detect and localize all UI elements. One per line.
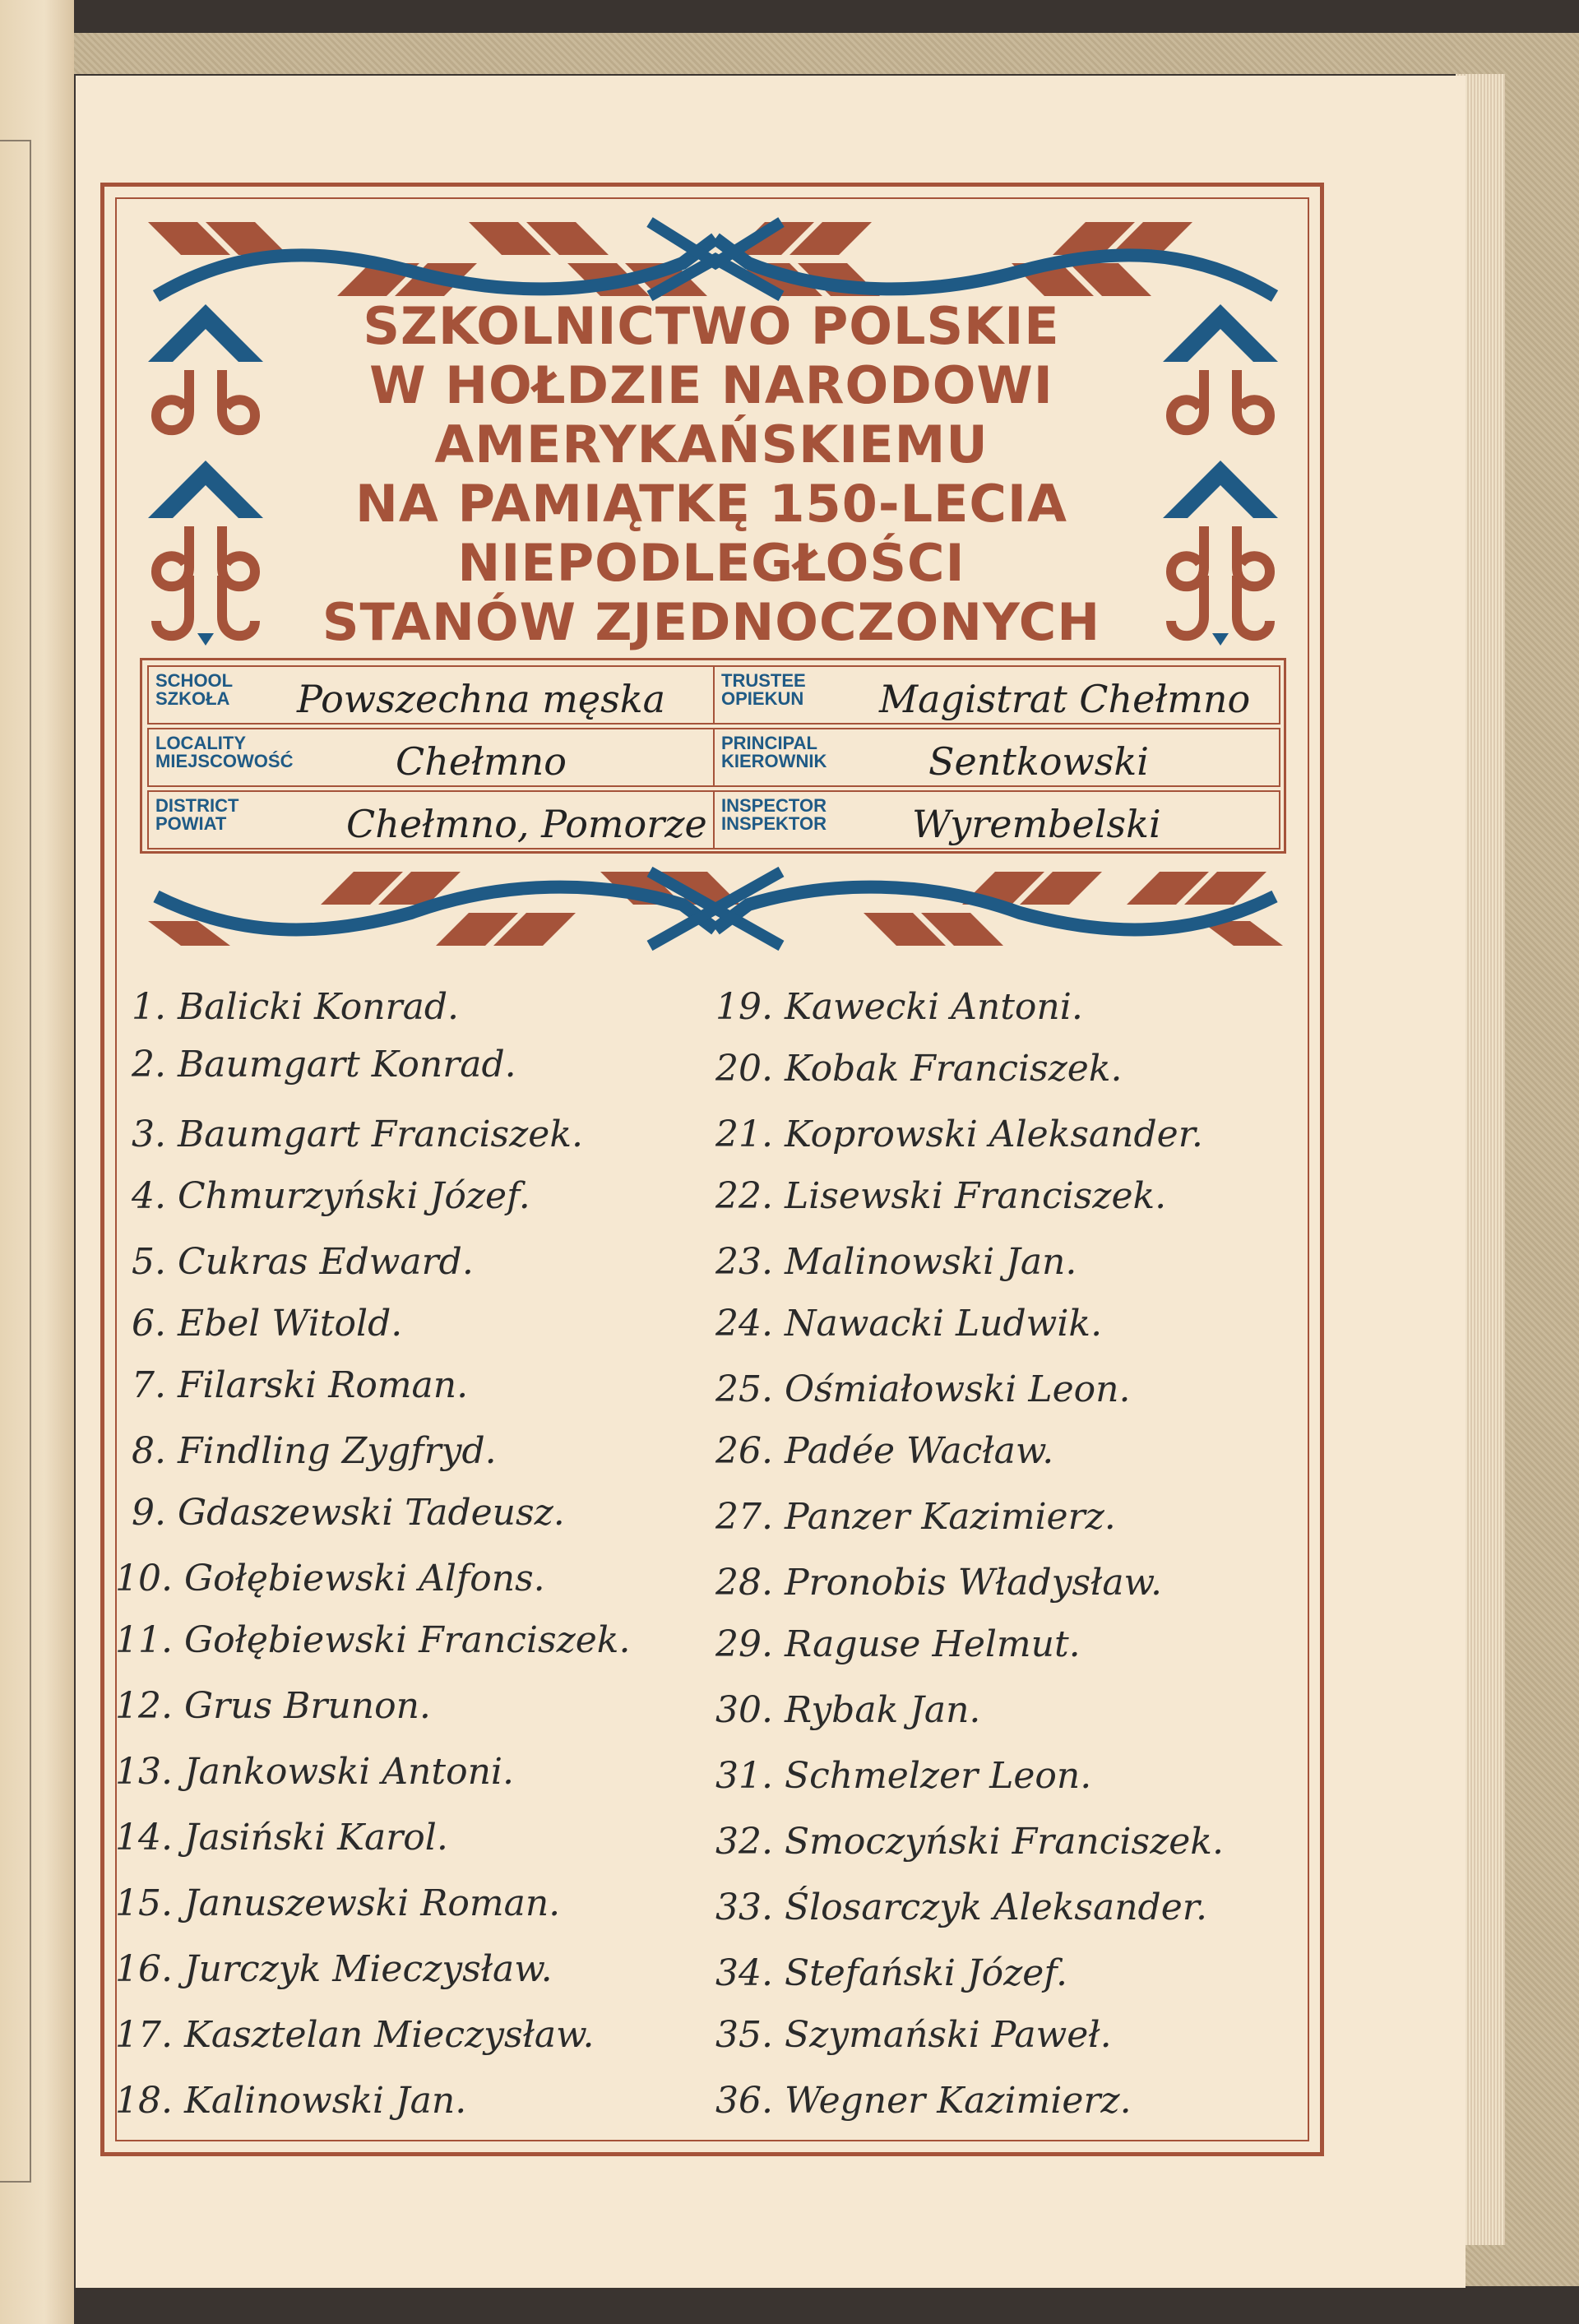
district-value: Chełmno, Pomorze	[346, 802, 707, 846]
list-item: 24. Nawacki Ludwik.	[715, 1303, 1103, 1345]
list-item: 30. Rybak Jan.	[715, 1689, 981, 1731]
principal-value: Sentkowski	[928, 739, 1149, 784]
list-item: 13. Jankowski Antoni.	[115, 1751, 514, 1793]
list-item: 6. Ebel Witold.	[132, 1303, 403, 1345]
list-item: 14. Jasiński Karol.	[115, 1817, 448, 1859]
list-item: 15. Januszewski Roman.	[115, 1882, 561, 1924]
list-item: 10. Gołębiewski Alfons.	[115, 1558, 545, 1599]
inspector-label-pl: INSPEKTOR	[721, 813, 827, 834]
inspector-label-en: INSPECTOR	[721, 795, 827, 816]
locality-label-en: LOCALITY	[155, 733, 246, 753]
principal-label-en: PRINCIPAL	[721, 733, 817, 753]
list-item: 17. Kasztelan Mieczysław.	[115, 2014, 595, 2056]
list-item: 36. Wegner Kazimierz.	[715, 2080, 1132, 2122]
locality-label-pl: MIEJSCOWOŚĆ	[155, 751, 294, 771]
trustee-value: Magistrat Chełmno	[879, 677, 1251, 721]
list-item: 26. Padée Wacław.	[715, 1430, 1054, 1472]
book-cloth-top	[74, 33, 1513, 74]
list-item: 20. Kobak Franciszek.	[715, 1048, 1123, 1090]
top-ornament-border	[140, 214, 1286, 304]
locality-value: Chełmno	[396, 739, 567, 784]
list-item: 33. Ślosarczyk Aleksander.	[715, 1887, 1207, 1928]
list-item: 12. Grus Brunon.	[115, 1685, 431, 1727]
list-item: 32. Smoczyński Franciszek.	[715, 1821, 1224, 1863]
list-item: 1. Balicki Konrad.	[132, 986, 459, 1028]
district-label-en: DISTRICT	[155, 795, 239, 816]
list-item: 4. Chmurzyński Józef.	[132, 1175, 530, 1217]
school-info-table	[140, 658, 1286, 854]
locality-cell	[147, 728, 715, 787]
list-item: 23. Malinowski Jan.	[715, 1241, 1077, 1283]
list-item: 27. Panzer Kazimierz.	[715, 1496, 1116, 1538]
left-page-border	[0, 140, 31, 2183]
title-line-5: NIEPODLEGŁOŚCI	[457, 533, 965, 593]
trustee-cell	[713, 665, 1280, 725]
school-value: Powszechna męska	[297, 677, 666, 721]
list-item: 35. Szymański Paweł.	[715, 2014, 1112, 2056]
title-line-6: STANÓW ZJEDNOCZONYCH	[322, 592, 1101, 652]
list-item: 16. Jurczyk Mieczysław.	[115, 1948, 553, 1990]
list-item: 22. Lisewski Franciszek.	[715, 1175, 1167, 1217]
school-label-en: SCHOOL	[155, 670, 234, 691]
list-item: 29. Raguse Helmut.	[715, 1623, 1081, 1665]
trustee-label-en: TRUSTEE	[721, 670, 806, 691]
title-line-3: AMERYKAŃSKIEMU	[434, 414, 989, 475]
list-item: 25. Ośmiałowski Leon.	[715, 1368, 1131, 1410]
list-item: 28. Pronobis Władysław.	[715, 1562, 1162, 1604]
list-item: 5. Cukras Edward.	[132, 1241, 474, 1283]
list-item: 19. Kawecki Antoni.	[715, 986, 1083, 1028]
inspector-value: Wyrembelski	[912, 802, 1161, 846]
school-label-pl: SZKOŁA	[155, 688, 230, 709]
list-item: 21. Koprowski Aleksander.	[715, 1113, 1203, 1155]
left-side-ornament	[140, 296, 288, 650]
right-side-ornament	[1138, 296, 1286, 650]
list-item: 3. Baumgart Franciszek.	[132, 1113, 583, 1155]
district-cell	[147, 790, 715, 850]
school-cell	[147, 665, 715, 725]
principal-cell	[713, 728, 1280, 787]
list-item: 8. Findling Zygfryd.	[132, 1430, 497, 1472]
trustee-label-pl: OPIEKUN	[721, 688, 804, 709]
title-line-1: SZKOLNICTWO POLSKIE	[363, 296, 1060, 356]
principal-label-pl: KIEROWNIK	[721, 751, 827, 771]
list-item: 11. Gołębiewski Franciszek.	[115, 1619, 631, 1661]
list-item: 7. Filarski Roman.	[132, 1364, 469, 1406]
list-item: 34. Stefański Józef.	[715, 1952, 1068, 1994]
district-label-pl: POWIAT	[155, 813, 227, 834]
list-item: 9. Gdaszewski Tadeusz.	[132, 1492, 565, 1534]
bottom-ornament-border	[140, 863, 1286, 954]
inspector-cell	[713, 790, 1280, 850]
left-page-edge	[0, 0, 74, 2324]
title-line-4: NA PAMIĄTKĘ 150-LECIA	[355, 474, 1067, 534]
list-item: 2. Baumgart Konrad.	[132, 1044, 516, 1086]
list-item: 31. Schmelzer Leon.	[715, 1755, 1092, 1797]
list-item: 18. Kalinowski Jan.	[115, 2080, 467, 2122]
title-line-2: W HOŁDZIE NARODOWI	[369, 355, 1053, 415]
